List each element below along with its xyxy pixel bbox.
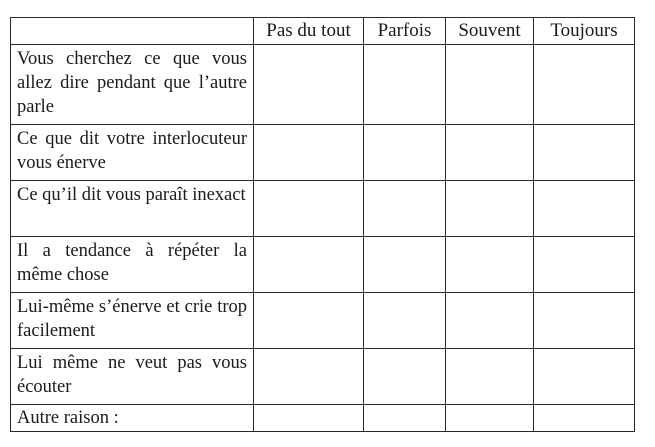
answer-cell-toujours[interactable]	[534, 181, 635, 237]
answer-cell-pas-du-tout[interactable]	[254, 293, 364, 349]
question-label: Vous cherchez ce que vous allez dire pendant que l’autre parle	[11, 45, 254, 125]
answer-cell-toujours[interactable]	[534, 405, 635, 432]
table-row	[11, 181, 635, 237]
question-label: Lui-même s’énerve et crie trop facilement	[11, 293, 254, 349]
answer-cell-souvent[interactable]	[446, 181, 534, 237]
answer-cell-souvent[interactable]	[446, 237, 534, 293]
question-label: Lui même ne veut pas vous écouter	[11, 349, 254, 405]
column-header-toujours: Toujours	[534, 18, 635, 45]
table-row	[11, 405, 635, 432]
column-header-souvent: Souvent	[446, 18, 534, 45]
answer-cell-pas-du-tout[interactable]	[254, 181, 364, 237]
table-row	[11, 45, 635, 125]
answer-cell-pas-du-tout[interactable]	[254, 45, 364, 125]
answer-cell-parfois[interactable]	[364, 405, 446, 432]
answer-cell-parfois[interactable]	[364, 45, 446, 125]
answer-cell-toujours[interactable]	[534, 125, 635, 181]
answer-cell-parfois[interactable]	[364, 125, 446, 181]
answer-cell-toujours[interactable]	[534, 349, 635, 405]
answer-cell-pas-du-tout[interactable]	[254, 125, 364, 181]
answer-cell-pas-du-tout[interactable]	[254, 237, 364, 293]
column-header-pas-du-tout: Pas du tout	[254, 18, 364, 45]
answer-cell-souvent[interactable]	[446, 45, 534, 125]
answer-cell-toujours[interactable]	[534, 45, 635, 125]
answer-cell-pas-du-tout[interactable]	[254, 349, 364, 405]
answer-cell-toujours[interactable]	[534, 237, 635, 293]
question-label: Ce que dit votre interlocuteur vous énerve	[11, 125, 254, 181]
answer-cell-souvent[interactable]	[446, 293, 534, 349]
answer-cell-souvent[interactable]	[446, 405, 534, 432]
answer-cell-parfois[interactable]	[364, 181, 446, 237]
answer-cell-souvent[interactable]	[446, 125, 534, 181]
table-row	[11, 237, 635, 293]
question-label: Autre raison :	[11, 405, 254, 432]
header-row	[11, 18, 635, 45]
answer-cell-souvent[interactable]	[446, 349, 534, 405]
question-label: Ce qu’il dit vous paraît inexact	[11, 181, 254, 237]
survey-table	[10, 17, 635, 432]
column-header-parfois: Parfois	[364, 18, 446, 45]
answer-cell-parfois[interactable]	[364, 349, 446, 405]
table-row	[11, 293, 635, 349]
table-row	[11, 349, 635, 405]
answer-cell-parfois[interactable]	[364, 293, 446, 349]
answer-cell-parfois[interactable]	[364, 237, 446, 293]
answer-cell-toujours[interactable]	[534, 293, 635, 349]
answer-cell-pas-du-tout[interactable]	[254, 405, 364, 432]
table-row	[11, 125, 635, 181]
corner-cell	[11, 18, 254, 45]
question-label: Il a tendance à répéter la même chose	[11, 237, 254, 293]
